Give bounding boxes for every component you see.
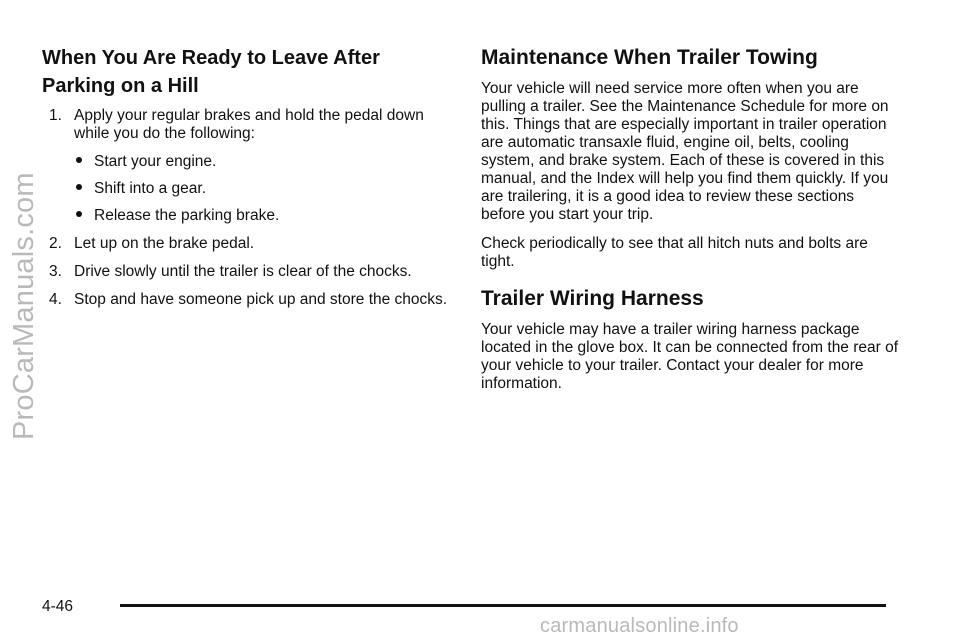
paragraph-hitch-check: Check periodically to see that all hitch nuts and bolts are tight. [481, 235, 868, 270]
bullet-dot-icon [76, 211, 82, 217]
footer-divider [120, 604, 886, 607]
page-number: 4-46 [42, 598, 74, 615]
steps-list [42, 107, 452, 309]
step-text: Apply your regular brakes and hold the pedal down while you do the following: [74, 107, 424, 142]
paragraph-wiring-harness: Your vehicle may have a trailer wiring harness package located in the glove box. It can be connected from the rear of your vehicle to your trailer. Contact your dealer for more information. [481, 321, 899, 392]
bullet-text: Shift into a gear. [94, 180, 207, 197]
bullet-item [74, 207, 452, 225]
step-number: 2. [49, 235, 62, 252]
step-item [42, 235, 452, 253]
section-heading-maintenance: Maintenance When Trailer Towing [481, 46, 818, 69]
step-item [42, 291, 452, 309]
step-text: Stop and have someone pick up and store the chocks. [74, 291, 448, 308]
step-number: 1. [49, 107, 62, 124]
sub-bullet-list [74, 153, 452, 225]
left-column [42, 44, 452, 319]
section-heading-wiring-harness: Trailer Wiring Harness [481, 287, 704, 310]
bullet-text: Start your engine. [94, 153, 217, 170]
bullet-item [74, 153, 452, 171]
bullet-text: Release the parking brake. [94, 207, 280, 224]
step-text: Drive slowly until the trailer is clear of the chocks. [74, 263, 412, 280]
bullet-dot-icon [76, 157, 82, 163]
step-number: 4. [49, 291, 62, 308]
step-text: Let up on the brake pedal. [74, 235, 255, 252]
step-number: 3. [49, 263, 62, 280]
step-item [42, 263, 452, 281]
side-watermark: ProCarManuals.com [8, 172, 40, 440]
right-column [481, 44, 901, 393]
footer-watermark: carmanualsonline.info [540, 615, 739, 637]
bullet-item [74, 180, 452, 198]
section-heading-leave-after-parking: When You Are Ready to Leave After Parking on a Hill [42, 47, 380, 97]
bullet-dot-icon [76, 184, 82, 190]
paragraph-maintenance: Your vehicle will need service more often when you are pulling a trailer. See the Maintenance Schedule for more on this. Things that are especially important in trailer operation are automatic transaxle fluid, engine oil, belts, cooling system, and brake system. Each of these is covered in this manual, and the Index will help you find them quickly. If you are trailering, it is a good idea to review these sections before you start your trip. [481, 80, 889, 223]
step-item [42, 107, 452, 225]
